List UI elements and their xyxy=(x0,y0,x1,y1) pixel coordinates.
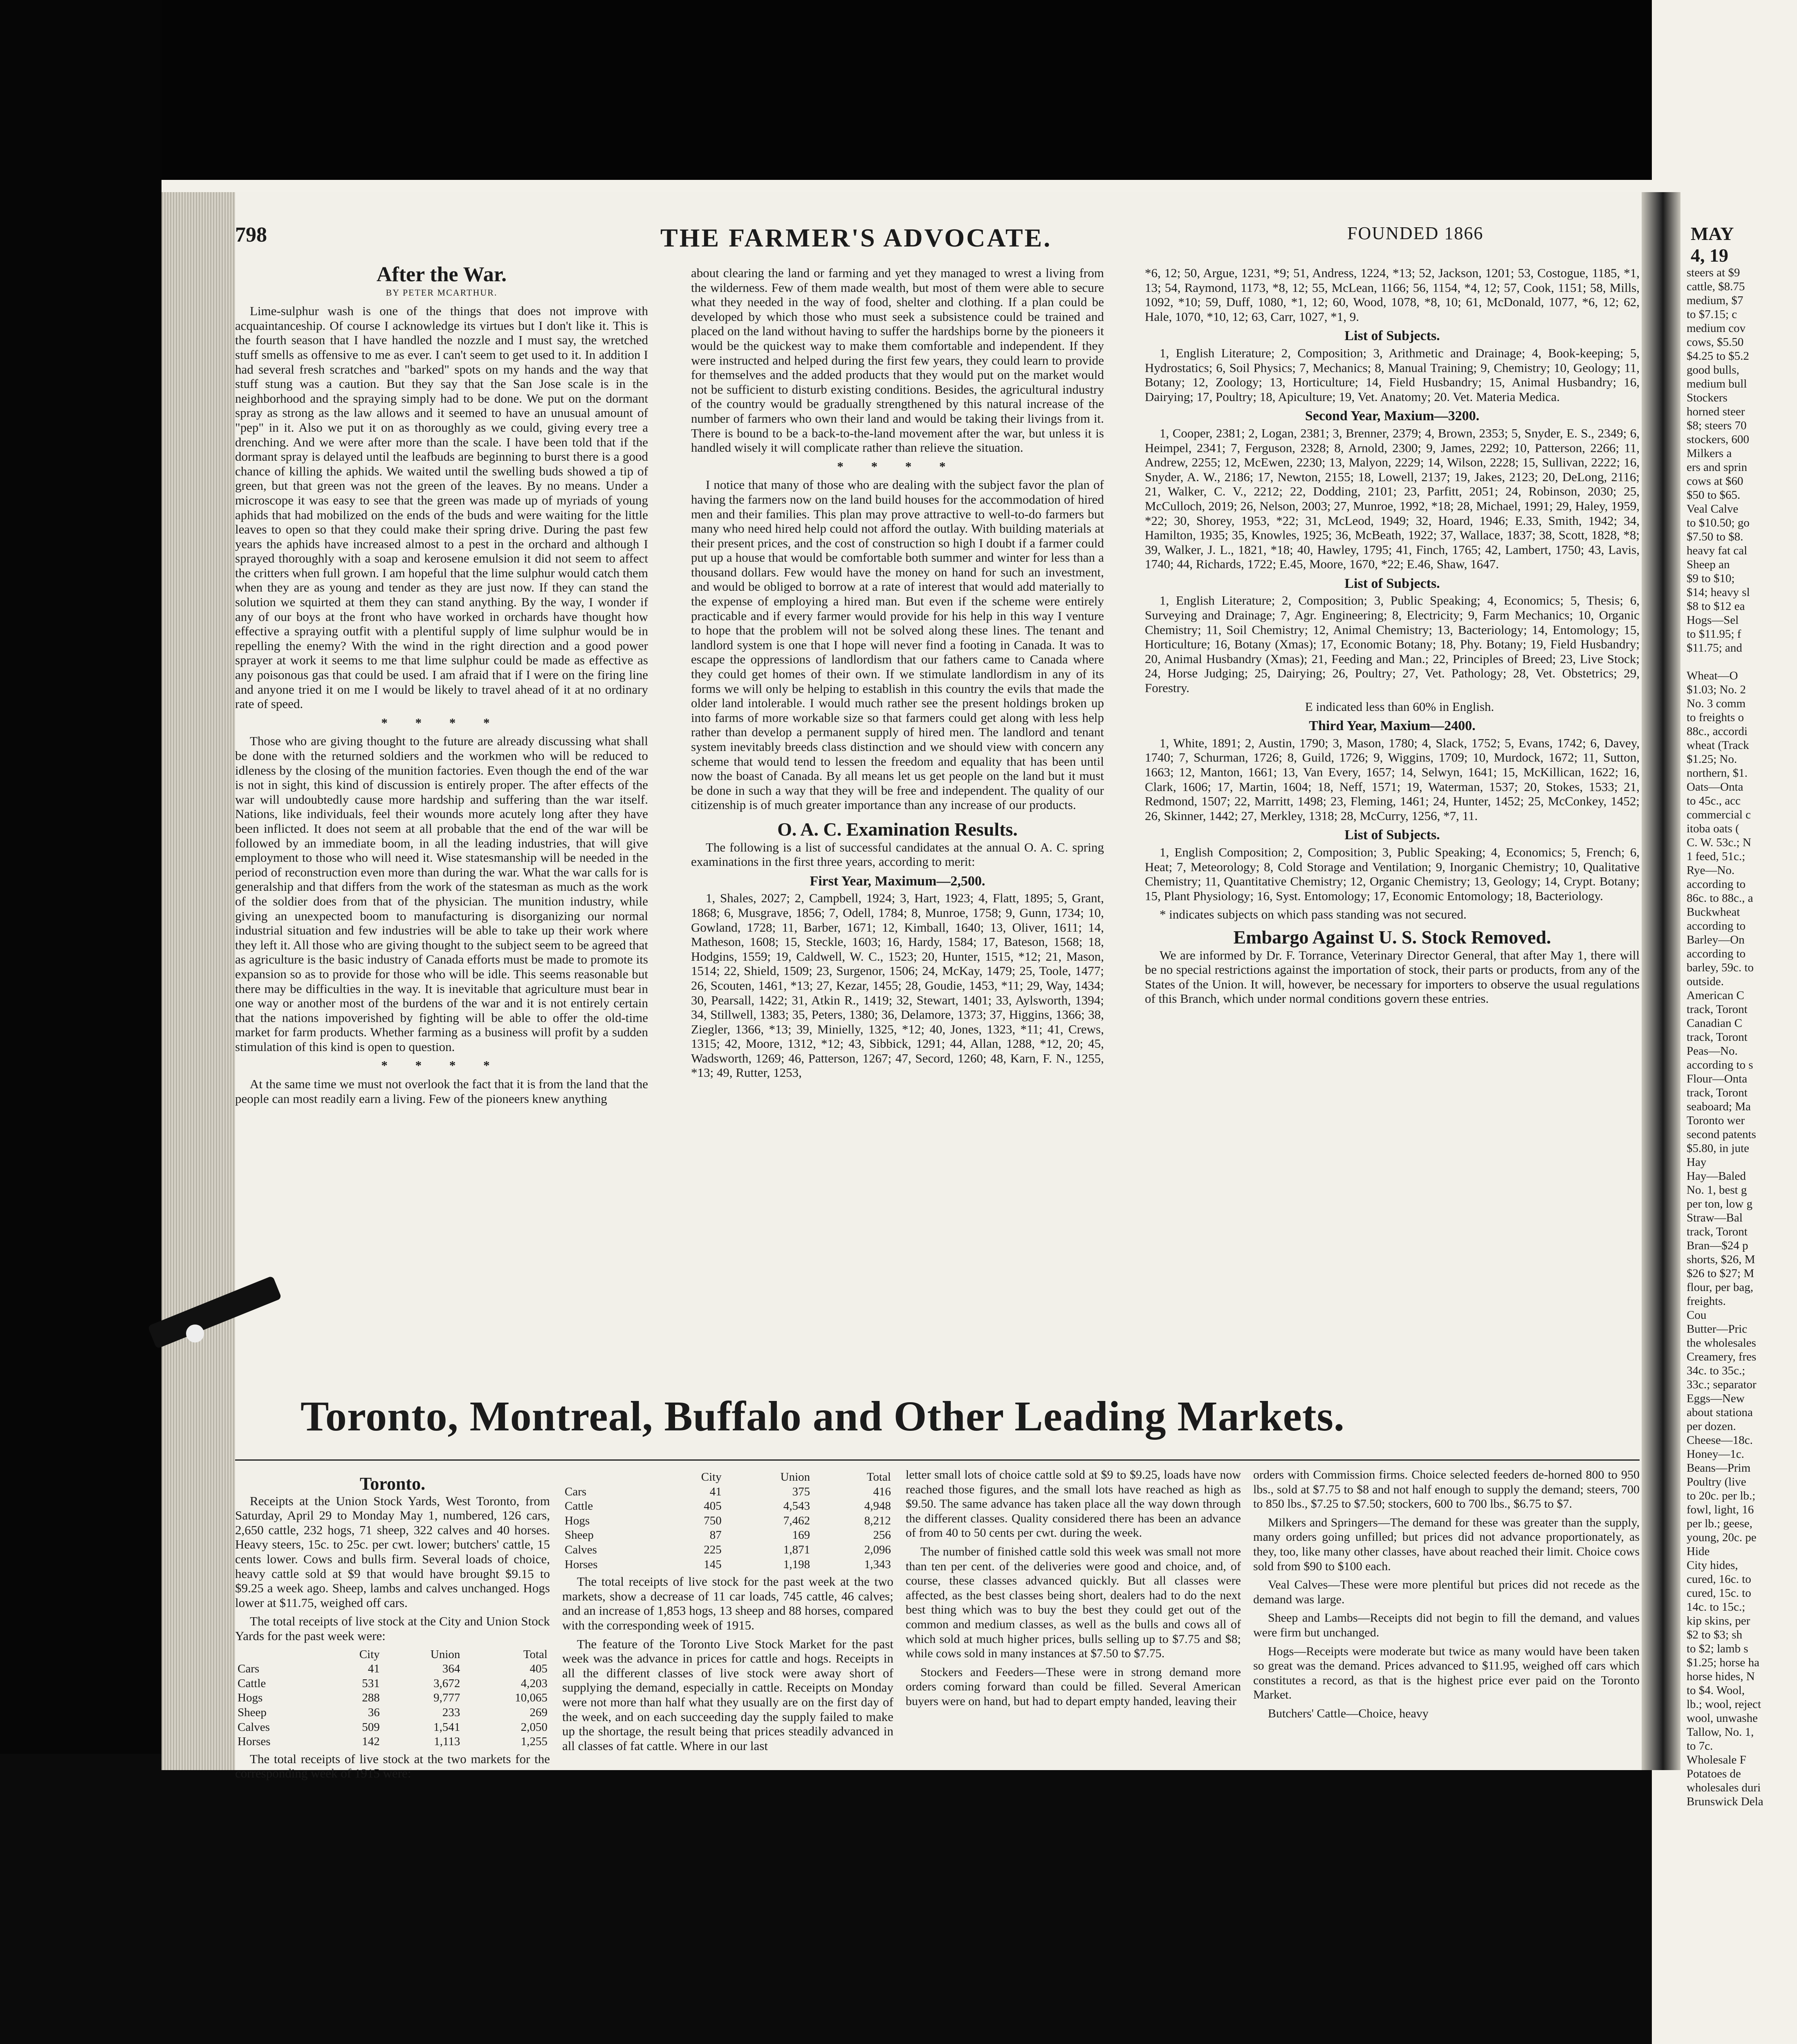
right-page-line: $1.25; No. xyxy=(1687,753,1737,766)
right-page-line: kip skins, per xyxy=(1687,1614,1750,1627)
table-cell: 4,948 xyxy=(864,1499,891,1513)
markets-headline: Toronto, Montreal, Buffalo and Other Leading Markets. xyxy=(301,1393,1345,1440)
right-page-line: to 20c. per lb.; xyxy=(1687,1489,1756,1502)
right-page-line: according to xyxy=(1687,947,1746,960)
subjects-list: 1, English Composition; 2, Composition; 3, Public Speaking; 4, Economics; 5, French; 6, Heat; 7, Meteorology; 8, Cold Storage and Ventilation; 9, Inorganic Chemistry; 10, Qualitative Chemistry; 11, Quantitative Chemistry; 12, Organic Chemistry; 13, Geology; 14, Crypt. Botany; 15, Plant Physiology; 16, Syst. Entomology; 17, Economic Entomology; 18, Bacteriology. xyxy=(1145,845,1640,903)
first-year-results: 1, Shales, 2027; 2, Campbell, 1924; 3, Hart, 1923; 4, Flatt, 1895; 5, Grant, 1868; 6, Musgrave, 1856; 7, Odell, 1784; 8, Munroe, 1758; 9, Gunn, 1734; 10, Gowland, 1728; 11, Barber, 1671; 12, Kimball, 1640; 13, Oliver, 1611; 14, Matheson, 1608; 15, Steckle, 1603; 16, Hardy, 1584; 17, Bateson, 1568; 18, Hodgins, 1559; 19, Caldwell, W. C., 1523; 20, Hunter, 1515, *12; 21, Mason, 1514; 22, Shield, 1509; 23, Surgenor, 1506; 24, McKay, 1479; 25, Toole, 1477; 26, Scouten, 1461, *13; 27, Kezar, 1455; 28, Goudie, 1453, *11; 29, Way, 1434; 30, Pearsall, 1422; 31, Atkin R., 1419; 32, Stewart, 1401; 33, Aylsworth, 1394; 34, Stillwell, 1383; 35, Peters, 1380; 36, Delamore, 1373; 37, Higgins, 1366; 38, Ziegler, 1366, *13; 39, Minielly, 1325, *12; 40, Jones, 1323, *11; 41, Crews, 1315; 42, Moore, 1312, *12; 43, Sibbick, 1291; 44, Allan, 1288, *12, 20; 45, Wadsworth, 1269; 46, Patterson, 1267; 47, Secord, 1260; 48, Karn, F. N., 1255, *13; 49, Rutter, 1253, xyxy=(691,891,1104,1080)
right-page-line: young, 20c. pe xyxy=(1687,1531,1757,1544)
table-cell: 87 xyxy=(709,1529,722,1542)
right-page-line: flour, per bag, xyxy=(1687,1281,1754,1294)
article-paragraph: Those who are giving thought to the future are already discussing what shall be done with the returned soldiers and the workmen who will be reduced to idleness by the closing of the munition factories. Even though the end of the war is not in sight, this kind of discussion is entirely proper. The after effects of the war will undoubtedly cause more hardship and suffering than the war itself. Nations, like individuals, feel their wounds more acutely long after they have been inflicted. It does not seem at all probable that the end of the war will be followed by an immediate boom, in all the leading industries, that will give employment to those who will need it. Wise statesmanship will be needed in the period of reconstruction even more than during the war. What the war calls for is generalship and that differs from the work of the statesman as much as the work of the soldier does from that of the physician. The munition industry, while giving an unexpected boom to manufacturing is disorganizing our normal industrial situation and few industries will be able to take up their work where they left it. All those who are giving thought to the subject seem to be agreed that as agriculture is the basic industry of Canada efforts must be made to promote its expansion so as to provide for those who will be idle. This seems reasonable but there may be difficulties in the way. It is inevitable that agriculture must bear in one way or another most of the burdens of the war and it is not entirely certain that the nations impoverished by fighting will be able to offer the old-time market for farm products. Whether farming as a business will profit by a sudden stimulation of this kind is open to question. xyxy=(235,734,648,1054)
table-row xyxy=(235,1691,550,1706)
article-paragraph: about clearing the land or farming and yet they managed to wrest a living from the wilderness. Few of them made wealth, but most of them were able to secure what they needed in the way of food, shelter and clothing. If a plan could be developed by which those who must seek a subsistence could be trained and placed on the land without having to suffer the hardships borne by the pioneers it would be the quickest way to make them comfortable and independent. If they were instructed and helped during the first few years, they could learn to provide for themselves and the added products that they would put on the market would not be sufficient to disturb existing conditions. Besides, the agricultural industry of the country would be gradually strengthened by this natural increase of the number of farmers who own their land and would be taking their livings from it. There is bound to be a back-to-the-land movement after the war, but unless it is handled wisely it will complicate rather than relieve the situation. xyxy=(691,266,1104,455)
article-paragraph: At the same time we must not overlook the fact that it is from the land that the people can most readily earn a living. Few of the pioneers knew anything xyxy=(235,1077,648,1106)
right-page-line: stockers, 600 xyxy=(1687,433,1750,446)
table-cell: Sheep xyxy=(238,1706,267,1719)
table-cell: 364 xyxy=(442,1662,460,1676)
table-cell: Calves xyxy=(238,1720,270,1734)
markets-column-2 xyxy=(562,1468,893,1758)
right-page-line: horned steer xyxy=(1687,405,1745,418)
right-page-line: Buckwheat xyxy=(1687,905,1740,919)
right-page-line xyxy=(1687,655,1797,669)
market-paragraph: Veal Calves—These were more plentiful but prices did not recede as the demand was large. xyxy=(1253,1578,1640,1606)
table-header-cell: Union xyxy=(430,1647,460,1661)
right-page-line: $4.25 to $5.2 xyxy=(1687,350,1750,363)
column-1 xyxy=(235,263,648,1582)
table-cell: 41 xyxy=(709,1485,722,1498)
table-cell: 9,777 xyxy=(433,1691,460,1705)
footnote: * indicates subjects on which pass standing was not secured. xyxy=(1160,907,1467,922)
right-page-line: according to s xyxy=(1687,1058,1753,1071)
table-cell: 225 xyxy=(704,1543,722,1556)
right-page-line: 86c. to 88c., a xyxy=(1687,892,1753,905)
table-cell: 10,065 xyxy=(515,1691,547,1705)
table-cell: 1,541 xyxy=(433,1720,460,1734)
right-page-line: outside. xyxy=(1687,975,1724,988)
right-page-line: Eggs—New xyxy=(1687,1392,1745,1405)
table-cell: 416 xyxy=(873,1485,891,1498)
right-page-line: to $10.50; go xyxy=(1687,516,1750,529)
right-page-line: medium, $7 xyxy=(1687,294,1743,307)
table-cell: Hogs xyxy=(238,1691,263,1705)
subjects-list: 1, English Literature; 2, Composition; 3, Public Speaking; 4, Economics; 5, Thesis; 6, Surveying and Drainage; 7, Agr. Engineering; 8, Electricity; 9, Farm Mechanics; 10, Organic Chemistry; 11, Soil Chemistry; 12, Animal Chemistry; 13, Bacteriology; 14, Entomology; 15, Horticulture; 16, Botany (Xmas); 17, Economic Botany; 18, Phy. Botany; 19, Field Husbandry; 20, Animal Husbandry (Xmas); 21, Feeding and Man.; 22, Principles of Breed; 23, Live Stock; 24, Horse Judging; 25, Dairying; 26, Poultry; 27, Vet. Pathology; 28, Vet. Obstetrics; 29, Forestry. xyxy=(1145,593,1640,695)
right-page-line: Honey—1c. xyxy=(1687,1448,1744,1461)
third-year-heading: Third Year, Maxium—2400. xyxy=(1309,718,1476,734)
table-cell: 531 xyxy=(362,1676,380,1690)
section-divider: * * * * xyxy=(381,1058,502,1073)
table-cell: 509 xyxy=(362,1720,380,1734)
article-title-after-the-war: After the War. xyxy=(376,263,507,286)
table-cell: 169 xyxy=(792,1529,810,1542)
right-page-line: to $4. Wool, xyxy=(1687,1684,1745,1697)
oac-intro: The following is a list of successful candidates at the annual O. A. C. spring examinations in the first three years, according to merit: xyxy=(691,840,1104,869)
right-page-line: cured, 16c. to xyxy=(1687,1573,1751,1586)
table-row xyxy=(235,1735,550,1749)
table-cell: Horses xyxy=(238,1735,271,1748)
table-cell: 256 xyxy=(873,1529,891,1542)
right-page-line: $8 to $12 ea xyxy=(1687,600,1745,613)
right-page-line: Wholesale F xyxy=(1687,1753,1746,1766)
table-cell: 405 xyxy=(529,1662,547,1676)
right-page-line: freights. xyxy=(1687,1295,1726,1308)
right-page-line: $2 to $3; sh xyxy=(1687,1628,1743,1641)
right-page-line: Veal Calve xyxy=(1687,502,1739,515)
table-header-cell: City xyxy=(359,1647,380,1661)
right-page-line: 33c.; separator xyxy=(1687,1378,1757,1391)
right-page-line: to freights o xyxy=(1687,711,1744,724)
right-page-line: Hide xyxy=(1687,1545,1710,1558)
right-page-line: Sheep an xyxy=(1687,558,1730,571)
table-cell: 4,543 xyxy=(783,1499,810,1513)
right-page-line: northern, $1. xyxy=(1687,766,1748,780)
right-page-line: track, Toront xyxy=(1687,1031,1748,1044)
markets-column-1 xyxy=(235,1472,550,1781)
right-page-line: to 45c., acc xyxy=(1687,794,1741,807)
right-page-line: lb.; wool, reject xyxy=(1687,1698,1761,1711)
right-page-line: $50 to $65. xyxy=(1687,489,1741,502)
right-page-line: Canadian C xyxy=(1687,1017,1743,1030)
third-year-results: 1, White, 1891; 2, Austin, 1790; 3, Mason, 1780; 4, Slack, 1752; 5, Evans, 1742; 6, Davey, 1740; 7, Schurman, 1726; 8, Guild, 1726; 9, Wiggins, 1709; 10, Murdock, 1672; 11, Sutton, 1663; 12, Manton, 1661; 13, Van Every, 1657; 14, Selwyn, 1641; 15, McKillican, 1622; 16, Clark, 1606; 17, Martin, 1604; 18, Neff, 1571; 19, Waterman, 1537; 20, Stokes, 1533; 21, Redmond, 1507; 22, Marritt, 1498; 23, Fleming, 1461; 24, Hunter, 1452; 25, McConkey, 1452; 26, Skinner, 1442; 27, Merkley, 1318; 28, McCurry, 1256, *7, 11. xyxy=(1145,735,1640,823)
table-cell: 1,255 xyxy=(520,1735,547,1748)
table-cell: Calves xyxy=(565,1543,597,1556)
right-page-line: $9 to $10; xyxy=(1687,572,1735,585)
right-page-line: Poultry (live xyxy=(1687,1475,1746,1488)
right-page-line: Cou xyxy=(1687,1309,1707,1322)
article-paragraph: Lime-sulphur wash is one of the things that does not improve with acquaintanceship. Of course I acknowledge its virtues but I don't like it. This is the fourth season that I have handled the nozzle and I must say, the wretched stuff smells as offensive to me as ever. I can't seem to get used to it. In addition I had several fresh scratches and "barked" spots on my hands and the way that stuff stung was a caution. But they say that the San Jose scale is in the neighborhood and the spraying simply had to be done. We put on the dormant spray as strong as the law allows and it seemed to have an unusual amount of "pep" in it. Also we put it on as thoroughly as we could, giving every tree a drenching. And we were after more than the scale. I have been told that if the dormant spray is delayed until the leafbuds are beginning to burst there is a good chance of killing the aphids. We waited until the swelling buds showed a tip of green, but that green was not the green of the leaves. By no means. Under a microscope it was easy to see that the green was made up of myriads of young aphids that had mobilized on the ends of the buds and were waiting for the little leaves to open so that they could make their spring drive. During the past few years the aphids have increased almost to a pest in the orchard and although I sprayed thoroughly with a soap and kerosene emulsion it did not seem to affect the critters when full grown. I am hopeful that the lime sulphur would catch them when they are as young and tender as they are just now. If they can stand the solution we squirted at them they can stand anything. By the way, I wonder if any of our boys at the front who have worked in orchards have thought how effective a spraying outfit with a plentiful supply of lime sulphur would be in repelling the enemy? With the wind in the right direction and a good power sprayer at work it seems to me that lime sulphur could be made as effective as any poisonous gas that could be used. I am afraid that if I were on the firing line and anyone tried it on me I would be likely to travel ahead of it at no ordinary rate of speed. xyxy=(235,304,648,711)
table-cell: Sheep xyxy=(565,1529,594,1542)
table-cell: 1,113 xyxy=(434,1735,460,1748)
table-cell: Hogs xyxy=(565,1514,590,1527)
market-paragraph: The total receipts of live stock at the City and Union Stock Yards for the past week were: xyxy=(235,1614,550,1643)
table-row xyxy=(235,1720,550,1735)
right-page-line: $8; steers 70 xyxy=(1687,419,1747,432)
table-cell: 288 xyxy=(362,1691,380,1705)
receipts-table-current xyxy=(235,1647,550,1749)
market-paragraph: Butchers' Cattle—Choice, heavy xyxy=(1268,1706,1429,1720)
right-page-line: cows, $5.50 xyxy=(1687,336,1744,349)
table-cell: 2,096 xyxy=(864,1543,891,1556)
right-page-line: cattle, $8.75 xyxy=(1687,280,1745,293)
right-page-line: wheat (Track xyxy=(1687,739,1749,752)
market-paragraph: Stockers and Feeders—These were in strong demand more orders coming forward than could be filled. Several American buyers were on hand, but had to depart empty handed, leaving their xyxy=(906,1665,1241,1708)
toronto-heading: Toronto. xyxy=(359,1474,426,1494)
page-number: 798 xyxy=(235,223,267,247)
right-page-line: Oats—Onta xyxy=(1687,780,1743,793)
right-page-line: per ton, low g xyxy=(1687,1197,1753,1210)
right-page-line: cows at $60 xyxy=(1687,475,1743,488)
right-page-line: steers at $9 xyxy=(1687,266,1740,279)
table-header-cell: Total xyxy=(866,1470,891,1484)
table-cell: 233 xyxy=(442,1706,460,1719)
table-header-cell: Total xyxy=(523,1647,547,1661)
markets-column-4 xyxy=(1253,1468,1640,1758)
first-year-heading: First Year, Maximum—2,500. xyxy=(810,873,985,889)
right-page-line: Milkers a xyxy=(1687,447,1732,460)
right-page-line: track, Toront xyxy=(1687,1225,1748,1238)
scan-background-top xyxy=(0,0,1652,180)
right-page-line: Stockers xyxy=(1687,391,1727,404)
table-cell: 269 xyxy=(529,1706,547,1719)
table-row xyxy=(562,1543,893,1558)
journal-title: THE FARMER'S ADVOCATE. xyxy=(660,223,1052,252)
table-cell: 36 xyxy=(368,1706,380,1719)
right-page-line: Beans—Prim xyxy=(1687,1461,1751,1475)
right-page-line: wool, unwashe xyxy=(1687,1712,1758,1725)
subjects-heading: List of Subjects. xyxy=(1344,827,1440,843)
right-page-line: $26 to $27; M xyxy=(1687,1267,1754,1280)
right-page-line: 1 feed, 51c.; xyxy=(1687,850,1745,863)
right-page-line: Bran—$24 p xyxy=(1687,1239,1748,1252)
subjects-list: 1, English Literature; 2, Composition; 3, Arithmetic and Drainage; 4, Book-keeping; 5, Hydrostatics; 6, Soil Physics; 7, Mechanics; 8, Manual Training; 9, Chemistry; 10, Geology; 11, Botany; 12, Zoology; 13, Horticulture; 14, Field Husbandry; 15, Animal Husbandry; 16, Dairying; 17, Poultry; 18, Apiculture; 19, Vet. Anatomy; 20. Vet. Materia Medica. xyxy=(1145,345,1640,404)
right-page-line: City hides, xyxy=(1687,1559,1738,1572)
article-title-oac: O. A. C. Examination Results. xyxy=(777,818,1018,840)
english-note: E indicated less than 60% in English. xyxy=(1305,699,1494,714)
right-page-line: wholesales duri xyxy=(1687,1781,1761,1794)
right-page-line: according to xyxy=(1687,919,1746,932)
table-header-cell: Union xyxy=(780,1470,810,1484)
subjects-heading: List of Subjects. xyxy=(1344,576,1440,591)
right-page-line: second patents xyxy=(1687,1128,1756,1141)
right-page-line: according to xyxy=(1687,878,1746,891)
table-header-row xyxy=(235,1647,550,1662)
receipts-table-1915 xyxy=(562,1470,893,1572)
right-page-line: ers and sprin xyxy=(1687,461,1748,474)
right-page-line: American C xyxy=(1687,989,1744,1002)
table-cell: 7,462 xyxy=(783,1514,810,1527)
founded-label: FOUNDED 1866 xyxy=(1347,223,1484,243)
right-page-line: track, Toront xyxy=(1687,1086,1748,1099)
right-page-line: No. 3 comm xyxy=(1687,697,1746,710)
right-page-line: Hay—Baled xyxy=(1687,1170,1746,1183)
table-header-cell xyxy=(562,1470,659,1485)
right-page-line: medium bull xyxy=(1687,377,1747,390)
table-header-row xyxy=(562,1470,893,1485)
table-cell: Cars xyxy=(565,1485,587,1498)
newspaper-page xyxy=(235,192,1763,1808)
table-header-cell: City xyxy=(701,1470,722,1484)
right-page-line: 88c., accordi xyxy=(1687,725,1748,738)
right-page-line: the wholesales xyxy=(1687,1336,1756,1349)
right-page-line: Brunswick Dela xyxy=(1687,1795,1763,1808)
table-row xyxy=(562,1499,893,1514)
table-header-cell xyxy=(235,1647,323,1662)
second-year-heading: Second Year, Maxium—3200. xyxy=(1305,408,1480,424)
clamp-rivet xyxy=(186,1325,204,1342)
right-page-line: Rye—No. xyxy=(1687,864,1735,877)
table-cell: 8,212 xyxy=(864,1514,891,1527)
right-page-line: to 7c. xyxy=(1687,1739,1713,1753)
right-page-line: Creamery, fres xyxy=(1687,1350,1757,1363)
right-page-line: Peas—No. xyxy=(1687,1044,1738,1058)
scan-background-left xyxy=(0,0,162,2044)
right-page-line: Tallow, No. 1, xyxy=(1687,1726,1754,1739)
table-cell: 4,203 xyxy=(520,1676,547,1690)
right-page-line: $5.80, in jute xyxy=(1687,1142,1750,1155)
right-page-line: about stationa xyxy=(1687,1406,1753,1419)
right-page-line: Toronto wer xyxy=(1687,1114,1745,1127)
markets-rule xyxy=(235,1459,1640,1461)
market-paragraph: Hogs—Receipts were moderate but twice as many would have been taken so great was the demand. Prices advanced to $11.95, weighed off cars which constitutes a record, as that is the highest price ever paid on the Toronto Market. xyxy=(1253,1644,1640,1702)
table-cell: Cattle xyxy=(238,1676,266,1690)
second-year-results: 1, Cooper, 2381; 2, Logan, 2381; 3, Brenner, 2379; 4, Brown, 2353; 5, Snyder, E. S., 2349; 6, Heimpel, 2341; 7, Ferguson, 2328; 8, Arnold, 2300; 9, James, 2292; 10, Patterson, 2266; 11, Andrew, 2255; 12, McEwen, 2230; 13, Malyon, 2229; 14, Wilson, 2228; 15, Sullivan, 2222; 16, Snyder, A. W., 2186; 17, Newton, 2155; 18, Lowell, 2137; 19, Jakes, 2123; 20, DeLong, 2116; 21, Walker, C. V., 2212; 22, Dodding, 2101; 23, Parfitt, 2051; 24, Robinson, 2030; 25, McCulloch, 2019; 26, Nelson, 2003; 27, Munroe, 1992, *18; 28, Michael, 1991; 29, Haley, 1959, *22; 30, Shorey, 1953, *22; 31, McLeod, 1949; 32, Hoard, 1946; E.33, Smith, 1942; 34, Hamilton, 1935; 35, Knowles, 1925; 36, McBeath, 1922; 37, Wallace, 1837; 38, Scott, 1828, *8; 39, Walker, J. L., 1821, *18; 40, Hawley, 1795; 41, Finch, 1765; 42, Lambert, 1750; 43, Lavis, 1740; 44, Richards, 1722; E.45, Moore, 1670, *22; E.46, Shaw, 1647. xyxy=(1145,426,1640,572)
table-cell: 2,050 xyxy=(520,1720,547,1734)
market-paragraph: orders with Commission firms. Choice selected feeders de-horned 800 to 950 lbs., sold at $7.75 to $8 and not half enough to supply the demand; steers, 700 to 850 lbs., $7.25 to $7.50; stockers, 600 to 700 lbs., $6.75 to $7. xyxy=(1253,1468,1640,1511)
right-page-line: Barley—On xyxy=(1687,933,1745,946)
market-paragraph: The number of finished cattle sold this week was small not more than ten per cent. of the deliveries were good and choice, and, of course, these classes advanced quickly. But all classes were affected, as the best classes being short, dealers had to do the next best thing which was to buy the best they could get out of the common and medium classes, as well as the bulls and cows all of which sold at much higher prices, bulls selling up to $7.75 and $8; while cows sold in many instances at $7.50 to $7.75. xyxy=(906,1544,1241,1661)
table-cell: 41 xyxy=(368,1662,380,1676)
right-page-line: Wheat—O xyxy=(1687,669,1738,682)
table-cell: Cattle xyxy=(565,1499,593,1513)
table-row xyxy=(235,1706,550,1720)
byline: BY PETER MCARTHUR. xyxy=(386,287,498,298)
right-page-line: Cheese—18c. xyxy=(1687,1434,1753,1447)
right-page-line: to $7.15; c xyxy=(1687,308,1737,321)
right-page-line: $14; heavy sl xyxy=(1687,586,1750,599)
market-paragraph: Receipts at the Union Stock Yards, West Toronto, from Saturday, April 29 to Monday May 1, numbered, 126 cars, 2,650 cattle, 232 hogs, 71 sheep, 322 calves and 40 horses. Heavy steers, 15c. to 25c. per cwt. lower; butchers' cattle, 15 cents lower. Cows and bulls firm. Several loads of choice, heavy cattle sold at $9 that would have brought $9.15 to $9.25 a week ago. Sheep, lambs and calves unchanged. Hogs lower at $11.75, weighed off cars. xyxy=(235,1493,550,1610)
right-page-line: heavy fat cal xyxy=(1687,544,1748,557)
market-paragraph: letter small lots of choice cattle sold at $9 to $9.25, loads have now reached those figures, and the small lots have reached as high as $9.50. The same advance has taken place all the way down through the different classes. Quality considered there has been an advance of from 40 to 50 cents per cwt. during the week. xyxy=(906,1468,1241,1540)
right-page-line: $11.75; and xyxy=(1687,641,1742,654)
column-2 xyxy=(691,266,1104,1582)
right-page-line: Hogs—Sel xyxy=(1687,614,1739,627)
table-cell: 3,672 xyxy=(433,1676,460,1690)
first-year-results-cont: *6, 12; 50, Argue, 1231, *9; 51, Andress, 1224, *13; 52, Jackson, 1201; 53, Costogue, 1185, *1, 13; 54, Raymond, 1173, *8, 12; 55, McLean, 1166; 56, 1154, *4, 12; 57, Cook, 1151; 58, Mills, 1092, *10; 59, Duff, 1080, *1, 12; 60, Wood, 1078, *8, 10; 61, McDonald, 1077, *6, 12; 62, Hale, 1070, *10, 12; 63, Carr, 1027, *1, 9. xyxy=(1145,266,1640,324)
right-page-line: 14c. to 15c.; xyxy=(1687,1600,1745,1614)
section-divider: * * * * xyxy=(837,459,958,473)
right-page-date: MAY 4, 19 xyxy=(1691,223,1733,266)
table-cell: 1,343 xyxy=(864,1558,891,1571)
market-paragraph: The total receipts of live stock at the two markets for the corresponding week of 1915 were: xyxy=(235,1751,550,1781)
table-cell: 405 xyxy=(704,1499,722,1513)
right-page-line: Butter—Pric xyxy=(1687,1322,1748,1336)
right-page-line: cured, 15c. to xyxy=(1687,1587,1751,1600)
table-row xyxy=(562,1558,893,1572)
table-cell: 145 xyxy=(704,1558,722,1571)
right-page-line: horse hides, N xyxy=(1687,1670,1755,1683)
right-page-line: Straw—Bal xyxy=(1687,1211,1743,1224)
right-page-line: to $11.95; f xyxy=(1687,628,1741,641)
right-page-line: track, Toront xyxy=(1687,1003,1748,1016)
right-page-line: good bulls, xyxy=(1687,363,1739,377)
right-page-line: seaboard; Ma xyxy=(1687,1100,1751,1113)
right-page-line: $1.03; No. 2 xyxy=(1687,683,1746,696)
right-page-line: $7.50 to $8. xyxy=(1687,530,1743,543)
table-row xyxy=(235,1676,550,1691)
right-page-line: per dozen. xyxy=(1687,1420,1736,1433)
article-title-embargo: Embargo Against U. S. Stock Removed. xyxy=(1233,926,1551,948)
right-page-line: per lb.; geese, xyxy=(1687,1517,1753,1530)
right-page-line: C. W. 53c.; N xyxy=(1687,836,1751,849)
markets-column-3 xyxy=(906,1468,1241,1758)
subjects-heading: List of Subjects. xyxy=(1344,328,1440,344)
book-page-edges xyxy=(162,192,235,1770)
right-page-line: medium cov xyxy=(1687,322,1746,335)
table-cell: 1,871 xyxy=(783,1543,810,1556)
table-row xyxy=(562,1485,893,1499)
right-page-line: Hay xyxy=(1687,1156,1707,1169)
table-row xyxy=(562,1514,893,1529)
table-cell: Cars xyxy=(238,1662,260,1676)
market-paragraph: The feature of the Toronto Live Stock Market for the past week was the advance in prices for cattle and hogs. Receipts in all the different classes of live stock were away short of supplying the demand, especially in cattle. Receipts on Monday were not more than half what they usually are on the first day of the week, and on each succeeding day the supply failed to make up the shortage, the result being that prices steadily advanced in all classes of fat cattle. Where in our last xyxy=(562,1636,893,1753)
market-paragraph: Milkers and Springers—The demand for these was greater than the supply, many orders going unfilled; but prices did not advance proportionately, as they, too, like many other classes, have about reached their limit. Choice cows sold from $90 to $100 each. xyxy=(1253,1515,1640,1573)
right-page-column xyxy=(1687,266,1797,1808)
right-page-line: No. 1, best g xyxy=(1687,1183,1747,1197)
table-cell: 1,198 xyxy=(783,1558,810,1571)
right-page-line: shorts, $26, M xyxy=(1687,1253,1755,1266)
right-page-line: 34c. to 35c.; xyxy=(1687,1364,1745,1377)
table-cell: 750 xyxy=(704,1514,722,1527)
table-cell: 375 xyxy=(792,1485,810,1498)
right-page-line: to $2; lamb s xyxy=(1687,1642,1748,1655)
right-page-line: Potatoes de xyxy=(1687,1767,1741,1780)
right-page-line: itoba oats ( xyxy=(1687,822,1739,835)
scan-background-bottom xyxy=(0,1751,1652,2044)
column-3 xyxy=(1145,266,1640,1582)
book-gutter xyxy=(1642,192,1680,1770)
market-paragraph: Sheep and Lambs—Receipts did not begin to fill the demand, and values were firm but unchanged. xyxy=(1253,1611,1640,1639)
section-divider: * * * * xyxy=(381,715,502,730)
right-page-line: $1.25; horse ha xyxy=(1687,1656,1759,1669)
embargo-body: We are informed by Dr. F. Torrance, Veterinary Director General, that after May 1, there will be no special restrictions against the importation of stock, their parts or products, from any of the States of the Union. It will, however, be necessary for importers to observe the usual regulations of this Branch, which under normal conditions govern these entries. xyxy=(1145,948,1640,1006)
right-page-line: barley, 59c. to xyxy=(1687,961,1754,974)
right-page-line: Flour—Onta xyxy=(1687,1072,1748,1085)
table-row xyxy=(235,1662,550,1676)
table-cell: 142 xyxy=(362,1735,380,1748)
market-paragraph: The total receipts of live stock for the past week at the two markets, show a decrease of 11 car loads, 745 cattle, 46 calves; and an increase of 1,853 hogs, 13 sheep and 88 horses, compared with the corresponding week of 1915. xyxy=(562,1574,893,1632)
table-row xyxy=(562,1528,893,1543)
right-page-line: fowl, light, 16 xyxy=(1687,1503,1754,1516)
right-page-line: commercial c xyxy=(1687,808,1751,821)
table-cell: Horses xyxy=(565,1558,598,1571)
article-paragraph: I notice that many of those who are dealing with the subject favor the plan of having the farmers now on the land build houses for the accommodation of hired men and their families. This plan may prove attractive to well-to-do farmers but many who need hired help could not afford the outlay. With building materials at their present prices, and the cost of construction so high I doubt if a farmer could put up a house that would be comfortable both summer and winter for less than a thousand dollars. Few would have the money on hand for such an investment, and would be obliged to borrow at a rate of interest that would add materially to the expense of employing a hired man. But even if the scheme were entirely practicable and if every farmer would provide for his help in this way I venture to hope that the problem will not be solved along these lines. The tenant and landlord system is one that I hope will never find a footing in Canada. It was to escape the oppressions of landlordism that our fathers came to Canada where they could get homes of their own. If we stimulate landlordism in any of its forms we will only be helping to establish in this country the evils that made the older land intolerable. I would much rather see the present holdings broken up into farms of more workable size so that farmers could get along with less help rather than develop a permanent supply of hired men. The landlord and tenant system inevitably breeds class distinction and we should view with concern any scheme that would tend to lessen the freedom and equality that has been until now the boast of Canada. By all means let us get people on the land but it must be done in such a way that they will be free and independent. The quality of our citizenship is of much greater importance than any increase of our products. xyxy=(691,477,1104,812)
